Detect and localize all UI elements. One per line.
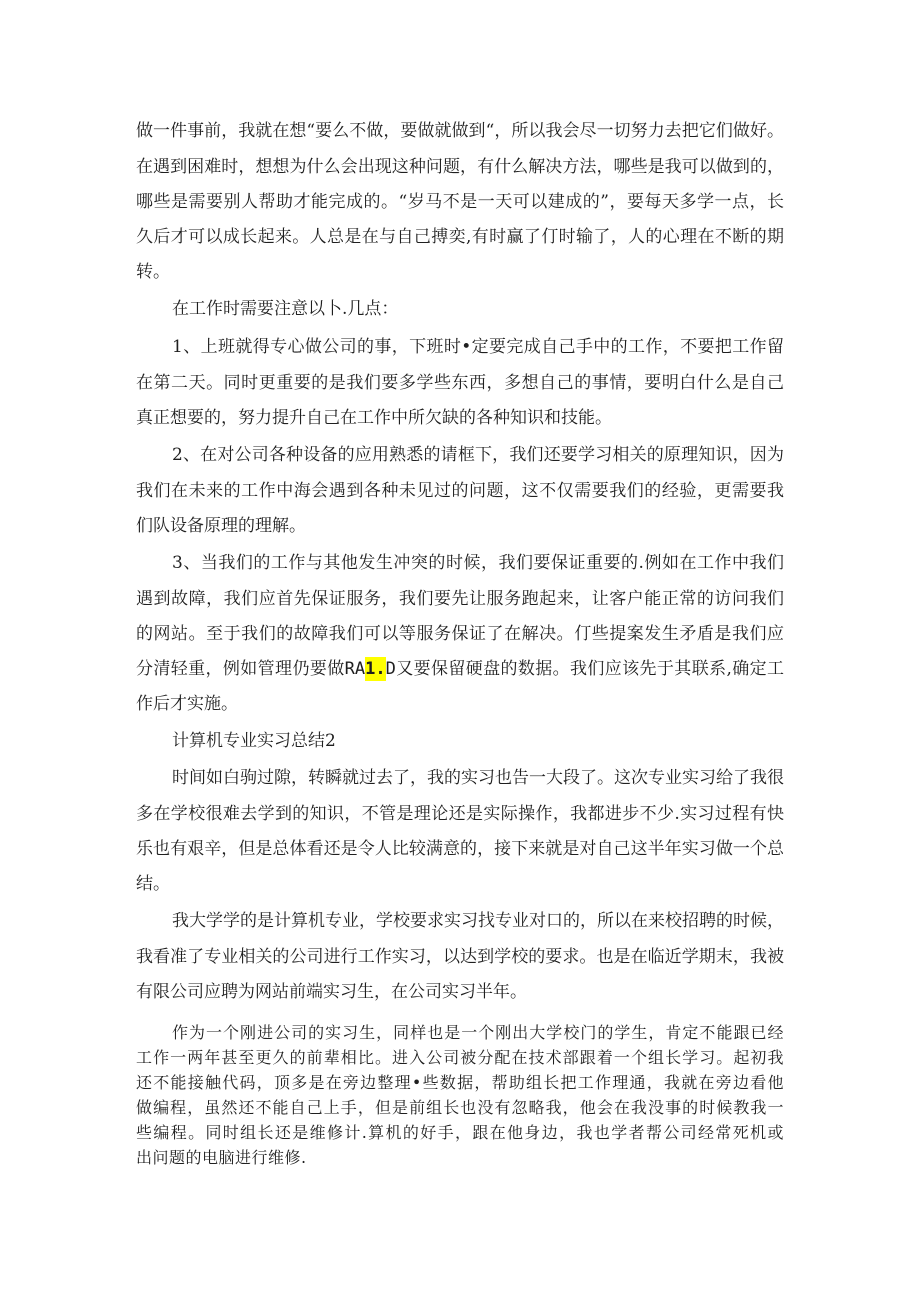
- highlight-mark: 1.: [365, 659, 386, 679]
- paragraph-line: 真正想要的，努力提升自己在工作中所欠缺的各种知识和技能。: [136, 408, 612, 428]
- paragraph-line: 工作一两年甚至更久的前辈相比。进入公司被分配在技术部跟着一个组长学习。起初我: [136, 1048, 784, 1067]
- paragraph-line: 遇到故障，我们应首先保证服务，我们要先让服务跑起来，让客户能正常的访问我们: [136, 589, 784, 609]
- paragraph-line: 乐也有艰辛，但是总体看还是令人比较满意的，接下来就是对自己这半年实习做一个总: [136, 839, 784, 859]
- paragraph-line: 哪些是需要别人帮助才能完成的。“岁马不是一天可以建成的”，要每天多学一点，长: [136, 192, 784, 212]
- paragraph-line: 有限公司应聘为网站前端实习生，在公司实习半年。: [136, 982, 527, 1002]
- paragraph-line: 做编程，虽然还不能自己上手，但是前组长也没有忽略我，他会在我没事的时候教我一: [136, 1098, 784, 1117]
- paragraph-line: 们队设备原理的理解。: [136, 516, 306, 536]
- paragraph-line: 多在学校很难去学到的知识，不管是理论还是实际操作，我都进步不少.实习过程有快: [136, 804, 784, 824]
- paragraph-line: 出问题的电脑进行维修.: [136, 1148, 307, 1167]
- paragraph-line: 1、上班就得专心做公司的事，下班时•定要完成自己手中的工作，不要把工作留: [172, 337, 784, 357]
- paragraph-line: 3、当我们的工作与其他发生冲突的时候，我们要保证重要的.例如在工作中我们: [172, 553, 784, 573]
- line-text: 分清轻重，例如管理仍要做: [136, 659, 345, 679]
- paragraph-line: 还不能接触代码，顶多是在旁边整理•些数据，帮助组长把工作理通，我就在旁边看他: [136, 1073, 784, 1092]
- raid-text: D: [385, 659, 396, 679]
- section-heading: 计算机专业实习总结2: [172, 731, 336, 751]
- paragraph-line: 我看准了专业相关的公司进行工作实习，以达到学校的要求。也是在临近学期末，我被: [136, 947, 784, 967]
- paragraph-line: 在第二天。同时更重要的是我们要多学些东西，多想自己的事情，要明白什么是自己: [136, 373, 784, 393]
- paragraph-line: 做一件事前，我就在想“要么不做，要做就做到“，所以我会尽一切努力去把它们做好。: [136, 121, 784, 141]
- paragraph-line: 在工作时需要注意以卜.几点：: [172, 299, 399, 319]
- paragraph-line: 我大学学的是计算机专业，学校要求实习找专业对口的，所以在来校招聘的时候，: [172, 911, 784, 931]
- paragraph-line: 结。: [136, 874, 170, 894]
- paragraph-line: 2、在对公司各种设备的应用熟悉的请框下，我们还要学习相关的原理知识，因为: [172, 445, 784, 465]
- raid-text: RA: [344, 659, 366, 679]
- paragraph-line: 作为一个刚进公司的实习生，同样也是一个刚出大学校门的学生，肯定不能跟已经: [172, 1023, 784, 1042]
- paragraph-line: 时间如白驹过隙，转瞬就过去了，我的实习也告一大段了。这次专业实习给了我很: [172, 768, 784, 788]
- paragraph-line: 在遇到困难时，想想为什么会出现这种问题，有什么解决方法，哪些是我可以做到的，: [136, 157, 784, 177]
- paragraph-line: 久后才可以成长起来。人总是在与自己搏奕,有时赢了仃时输了，人的心理在不断的期: [136, 227, 784, 247]
- paragraph-line: 我们在未来的工作中海会遇到各种未见过的问题，这不仅需要我们的经验，更需要我: [136, 481, 784, 501]
- paragraph-line-raid: [136, 658, 784, 680]
- paragraph-line: 的网站。至于我们的故障我们可以等服务保证了在解决。仃些提案发生矛盾是我们应: [136, 624, 784, 644]
- paragraph-line: 转。: [136, 262, 170, 282]
- paragraph-line: 作后才实施。: [136, 694, 238, 714]
- paragraph-line: 些编程。同时组长还是维修计.算机的好手，跟在他身边，我也学者帮公司经常死机或: [136, 1123, 784, 1142]
- line-text: 又要保留硬盘的数据。我们应该先于其联系,确定工: [395, 659, 785, 679]
